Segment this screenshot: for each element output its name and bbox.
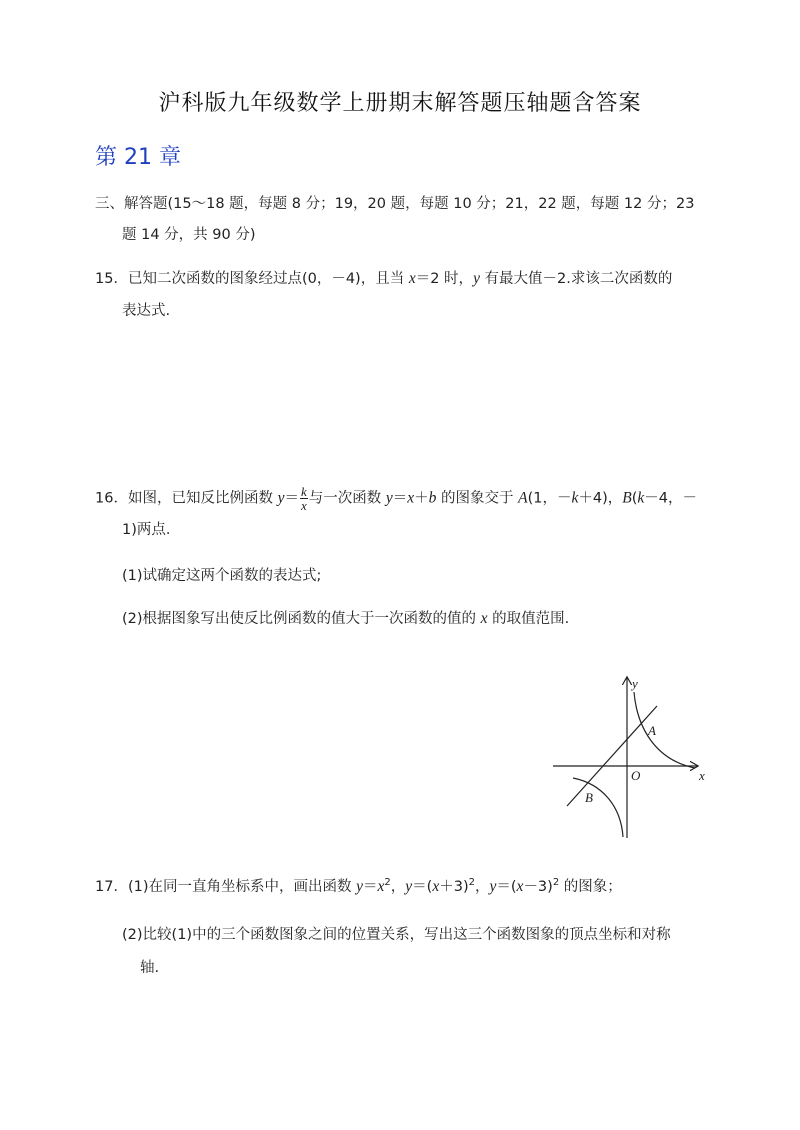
var-k: k <box>571 489 579 507</box>
var-x: x <box>407 489 415 507</box>
separator: ， <box>474 879 490 895</box>
question-text: (2)根据图象写出使反比例函数的值大于一次函数的值的 <box>122 611 481 627</box>
question-text: ＝2 时， <box>415 271 474 287</box>
var-k: k <box>637 489 645 507</box>
x-axis-label: x <box>699 768 705 783</box>
question-17-part2-line2: 轴. <box>140 960 160 976</box>
var-b: b <box>428 489 437 507</box>
question-text: ＋4)， <box>578 490 623 507</box>
section-header-line2: 题 14 分，共 90 分) <box>122 227 256 243</box>
question-text: ( <box>631 490 638 507</box>
section-header-line1: 三、解答题(15～18 题，每题 8 分；19，20 题，每题 10 分；21，22 题，每题 12 分；23 <box>95 196 695 212</box>
var-x: x <box>408 270 416 287</box>
page-title: 沪科版九年级数学上册期末解答题压轴题含答案 <box>158 91 642 116</box>
question-text: －4，－ <box>644 490 697 507</box>
y-axis-label: y <box>632 676 638 691</box>
question-text: 有最大值－2.求该二次函数的 <box>479 271 673 287</box>
origin-label: O <box>631 768 641 783</box>
plus-sign: ＋ <box>414 490 429 507</box>
var-y: y <box>385 489 393 507</box>
chapter-heading: 第 21 章 <box>95 145 181 170</box>
question-text: 与一次函数 <box>308 490 386 507</box>
var-x: x <box>516 878 524 895</box>
point-b-label: B <box>585 790 593 805</box>
var-x: x <box>377 878 385 895</box>
question-number: 16． <box>95 490 128 507</box>
question-15-line2: 表达式. <box>122 303 171 319</box>
hyperbola-branch-lower <box>573 778 623 837</box>
question-text: 如图，已知反比例函数 <box>127 490 278 507</box>
function-graph-figure <box>545 672 725 842</box>
var-x: x <box>432 878 440 895</box>
exponent: 2 <box>468 877 475 888</box>
exponent: 2 <box>384 877 391 888</box>
var-y: y <box>489 878 497 895</box>
question-16 <box>95 485 697 512</box>
equals-paren: ＝( <box>412 879 433 895</box>
var-y: y <box>473 270 480 287</box>
question-17 <box>95 877 622 897</box>
question-text: 已知二次函数的图象经过点(0，－4)，且当 <box>127 271 409 287</box>
hyperbola-branch-upper <box>634 692 695 768</box>
point-A: A <box>518 489 528 507</box>
point-a-label: A <box>648 723 656 738</box>
fraction-numerator: k <box>300 484 307 499</box>
question-15 <box>95 269 672 289</box>
equals-sign: ＝ <box>284 490 299 507</box>
question-16-line2: 1)两点． <box>122 522 181 538</box>
question-17-part2: (2)比较(1)中的三个函数图象之间的位置关系，写出这三个函数图象的顶点坐标和对称 <box>122 927 671 943</box>
var-x: x <box>480 610 488 627</box>
equals-sign: ＝ <box>363 879 378 895</box>
var-y: y <box>356 878 363 895</box>
equals-sign: ＝ <box>392 490 408 507</box>
question-number: 17． <box>95 879 128 895</box>
question-text: (1，－ <box>527 490 572 507</box>
fraction-denominator: x <box>300 498 307 513</box>
question-text: 的取值范围. <box>487 611 570 627</box>
expression-part: －3) <box>523 879 553 895</box>
linear-function-line <box>567 706 657 806</box>
question-16-part1: (1)试确定这两个函数的表达式; <box>122 568 322 584</box>
expression-part: ＋3) <box>439 879 469 895</box>
separator: ， <box>390 879 406 895</box>
question-text: 的图象； <box>559 879 622 895</box>
exponent: 2 <box>552 877 560 888</box>
var-y: y <box>277 489 285 507</box>
question-16-part2 <box>122 609 569 629</box>
question-number: 15． <box>95 271 128 287</box>
point-B: B <box>622 489 632 507</box>
var-y: y <box>405 878 413 895</box>
equals-paren: ＝( <box>496 879 517 895</box>
fraction-k-over-x <box>300 485 308 512</box>
question-text: (1)在同一直角坐标系中，画出函数 <box>127 879 357 895</box>
question-text: 的图象交于 <box>436 490 519 507</box>
